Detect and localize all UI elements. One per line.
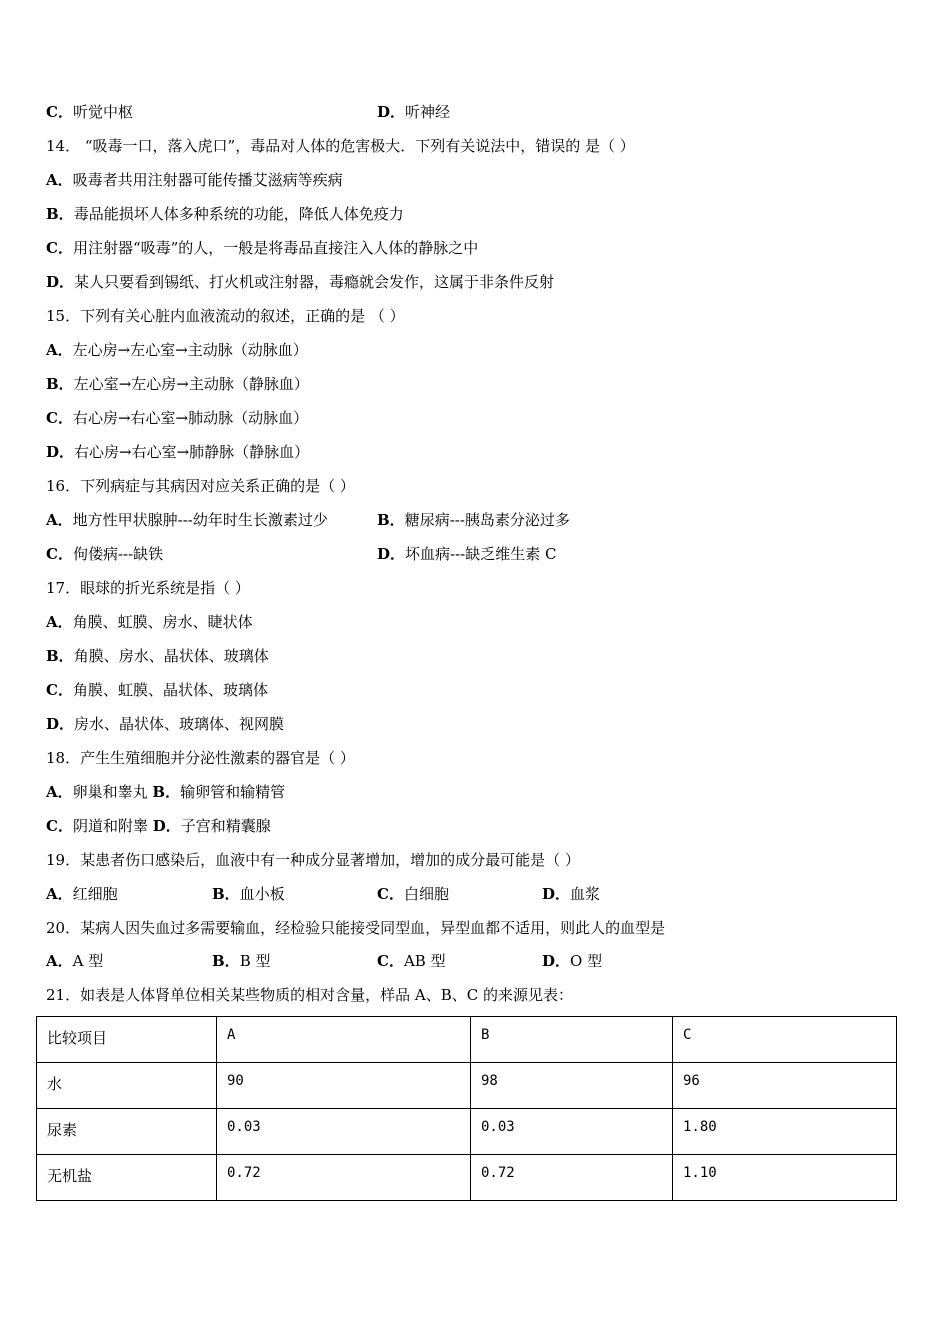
table-header-cell: B xyxy=(471,1017,673,1063)
q20-option-b: B．B 型 xyxy=(212,952,271,970)
q17-stem: 17．眼球的折光系统是指（ ） xyxy=(46,579,250,597)
table-cell: 0.72 xyxy=(471,1155,673,1201)
table-cell: 尿素 xyxy=(37,1109,217,1155)
q15-option-c: C．右心房→右心室→肺动脉（动脉血） xyxy=(46,409,309,427)
table-cell: 0.03 xyxy=(471,1109,673,1155)
table-cell: 1.10 xyxy=(673,1155,897,1201)
table-cell: 98 xyxy=(471,1063,673,1109)
q13-option-c: C．听觉中枢 xyxy=(46,103,133,121)
q19-option-a: A．红细胞 xyxy=(46,885,118,903)
q20-option-c: C．AB 型 xyxy=(377,952,446,970)
q16-option-b: B．糖尿病---胰岛素分泌过多 xyxy=(377,511,570,529)
q20-stem: 20．某病人因失血过多需要输血，经检验只能接受同型血，异型血都不适用，则此人的血型是 xyxy=(46,919,666,937)
q20-option-a: A．A 型 xyxy=(46,952,104,970)
table-header-cell: 比较项目 xyxy=(37,1017,217,1063)
table-cell: 90 xyxy=(217,1063,471,1109)
table-cell: 0.03 xyxy=(217,1109,471,1155)
q15-option-b: B．左心室→左心房→主动脉（静脉血） xyxy=(46,375,309,393)
q17-option-a: A．角膜、虹膜、房水、睫状体 xyxy=(46,613,253,631)
q17-option-c: C．角膜、虹膜、晶状体、玻璃体 xyxy=(46,681,268,699)
q14-option-b: B．毒品能损坏人体多种系统的功能，降低人体免疫力 xyxy=(46,205,404,223)
q16-option-a: A．地方性甲状腺肿---幼年时生长激素过少 xyxy=(46,511,328,529)
table-row xyxy=(37,1109,897,1155)
q15-option-a: A．左心房→左心室→主动脉（动脉血） xyxy=(46,341,308,359)
q16-option-c: C．佝偻病---缺铁 xyxy=(46,545,164,563)
table-header-row xyxy=(37,1017,897,1063)
table-row xyxy=(37,1063,897,1109)
q13-option-d: D．听神经 xyxy=(377,103,451,121)
table-cell: 无机盐 xyxy=(37,1155,217,1201)
table-row xyxy=(37,1155,897,1201)
q18-options-cd: C．阴道和附睾 D．子宫和精囊腺 xyxy=(46,817,271,835)
q16-stem: 16．下列病症与其病因对应关系正确的是（ ） xyxy=(46,477,355,495)
q19-option-d: D．血浆 xyxy=(542,885,601,903)
q15-option-d: D．右心房→右心室→肺静脉（静脉血） xyxy=(46,443,310,461)
q16-option-d: D．坏血病---缺乏维生素 C xyxy=(377,545,557,563)
q14-stem: 14． “吸毒一口，落入虎口”，毒品对人体的危害极大．下列有关说法中，错误的 是（ ） xyxy=(46,137,635,155)
table-cell: 1.80 xyxy=(673,1109,897,1155)
q19-stem: 19．某患者伤口感染后，血液中有一种成分显著增加，增加的成分最可能是（ ） xyxy=(46,851,580,869)
q19-option-c: C．白细胞 xyxy=(377,885,449,903)
table-cell: 96 xyxy=(673,1063,897,1109)
table-cell: 水 xyxy=(37,1063,217,1109)
q14-option-d: D．某人只要看到锡纸、打火机或注射器，毒瘾就会发作，这属于非条件反射 xyxy=(46,273,555,291)
table-header-cell: A xyxy=(217,1017,471,1063)
q21-stem: 21．如表是人体肾单位相关某些物质的相对含量，样品 A、B、C 的来源见表： xyxy=(46,986,573,1004)
q18-options-ab: A．卵巢和睾丸 B．输卵管和输精管 xyxy=(46,783,286,801)
q19-option-b: B．血小板 xyxy=(212,885,285,903)
q21-data-table xyxy=(36,1016,897,1201)
table-header-cell: C xyxy=(673,1017,897,1063)
table-cell: 0.72 xyxy=(217,1155,471,1201)
q20-option-d: D．O 型 xyxy=(542,952,603,970)
q15-stem: 15．下列有关心脏内血液流动的叙述，正确的是 （ ） xyxy=(46,307,405,325)
q17-option-d: D．房水、晶状体、玻璃体、视网膜 xyxy=(46,715,285,733)
q14-option-a: A．吸毒者共用注射器可能传播艾滋病等疾病 xyxy=(46,171,343,189)
q18-stem: 18．产生生殖细胞并分泌性激素的器官是（ ） xyxy=(46,749,355,767)
q14-option-c: C．用注射器“吸毒”的人，一般是将毒品直接注入人体的静脉之中 xyxy=(46,239,479,257)
q17-option-b: B．角膜、房水、晶状体、玻璃体 xyxy=(46,647,269,665)
